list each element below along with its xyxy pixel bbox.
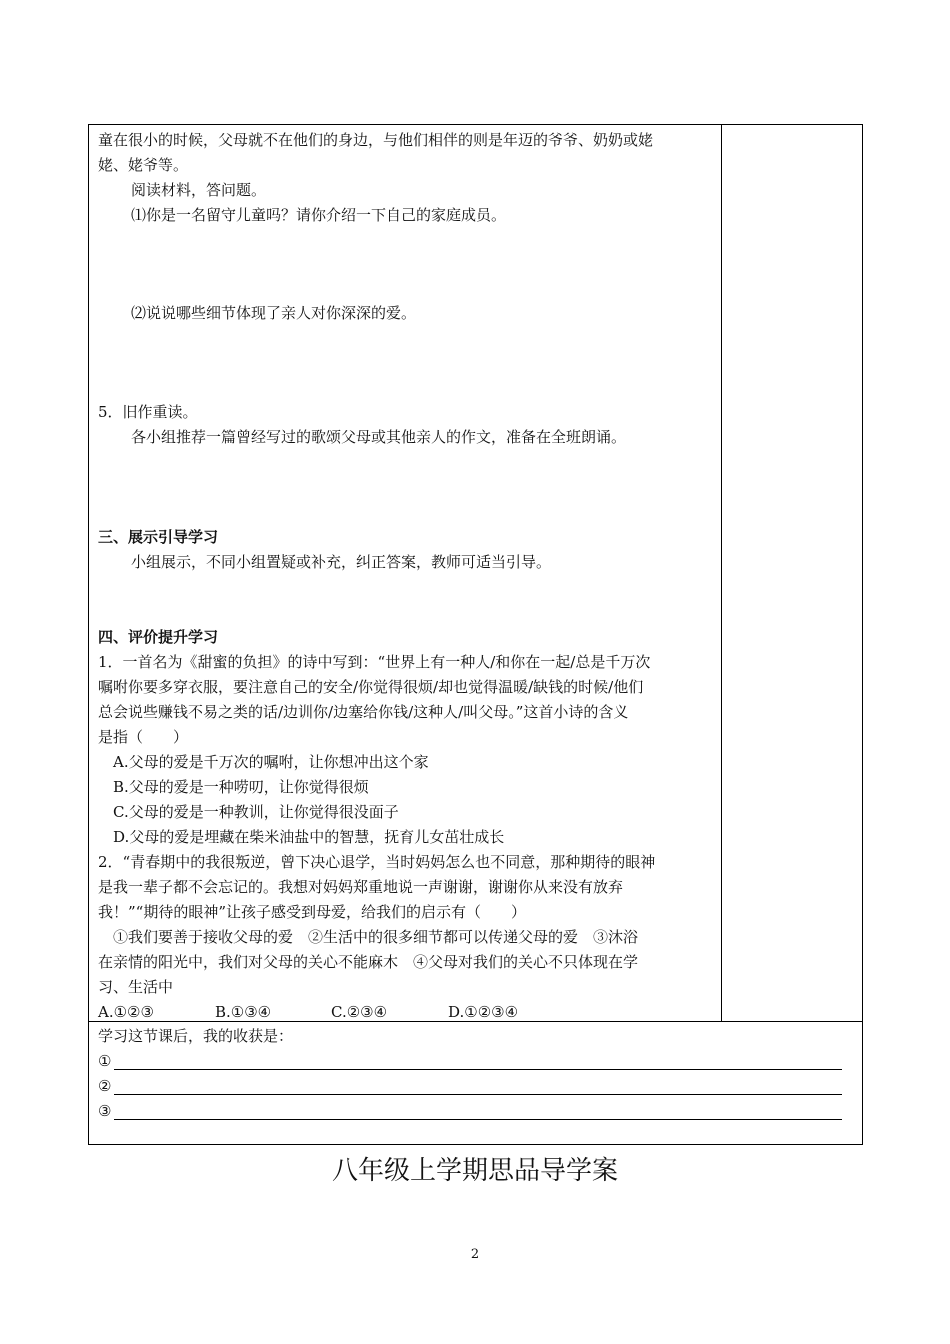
exercise-1-option-c: C.父母的爱是一种教训，让你觉得很没面子 bbox=[113, 803, 399, 821]
question-2: ⑵说说哪些细节体现了亲人对你深深的爱。 bbox=[131, 304, 417, 322]
exercise-1-option-d: D.父母的爱是埋藏在柴米油盐中的智慧，抚育儿女茁壮成长 bbox=[113, 828, 505, 846]
exercise-2-statements-2: 在亲情的阳光中，我们对父母的关心不能麻木 ④父母对我们的关心不只体现在学 bbox=[98, 953, 639, 971]
exercise-1-option-a: A.父母的爱是千万次的嘱咐，让你想冲出这个家 bbox=[113, 753, 429, 771]
harvest-answer-line-3[interactable] bbox=[114, 1119, 842, 1120]
exercise-1-line-1: 1．一首名为《甜蜜的负担》的诗中写到：“世界上有一种人/和你在一起/总是千万次 bbox=[98, 653, 651, 671]
page-number: 2 bbox=[470, 1247, 480, 1262]
exercise-2-line-3: 我！”“期待的眼神”让孩子感受到母爱，给我们的启示有（ ） bbox=[98, 903, 527, 921]
row-divider bbox=[89, 1021, 862, 1022]
read-prompt: 阅读材料，答问题。 bbox=[131, 181, 267, 199]
exercise-2-option-d: D.①②③④ bbox=[448, 1003, 519, 1021]
exercise-2-line-1: 2．“青春期中的我很叛逆，曾下决心退学，当时妈妈怎么也不同意，那种期待的眼神 bbox=[98, 853, 656, 871]
exercise-1-option-b: B.父母的爱是一种唠叨，让你觉得很烦 bbox=[113, 778, 369, 796]
exercise-2-line-2: 是我一辈子都不会忘记的。我想对妈妈郑重地说一声谢谢，谢谢你从来没有放弃 bbox=[98, 878, 624, 896]
exercise-2-statements-3: 习、生活中 bbox=[98, 978, 174, 996]
exercise-2-statements-1: ①我们要善于接收父母的爱 ②生活中的很多细节都可以传递父母的爱 ③沐浴 bbox=[113, 928, 639, 946]
harvest-answer-line-1[interactable] bbox=[114, 1069, 842, 1070]
intro-line-2: 姥、姥爷等。 bbox=[98, 156, 189, 174]
document-title: 八年级上学期思品导学案 bbox=[331, 1156, 618, 1186]
intro-line-1: 童在很小的时候，父母就不在他们的身边，与他们相伴的则是年迈的爷爷、奶奶或姥 bbox=[98, 131, 654, 149]
question-1: ⑴你是一名留守儿童吗？请你介绍一下自己的家庭成员。 bbox=[131, 206, 507, 224]
exercise-2-option-c: C.②③④ bbox=[331, 1003, 388, 1021]
item-5-text: 各小组推荐一篇曾经写过的歌颂父母或其他亲人的作文，准备在全班朗诵。 bbox=[131, 428, 627, 446]
exercise-2-option-b: B.①③④ bbox=[215, 1003, 272, 1021]
harvest-number-1: ① bbox=[98, 1052, 112, 1070]
content-cell bbox=[89, 125, 722, 1021]
harvest-title: 学习这节课后，我的收获是： bbox=[98, 1027, 294, 1045]
exercise-2-option-a: A.①②③ bbox=[98, 1003, 154, 1021]
section-3-heading: 三、展示引导学习 bbox=[98, 528, 219, 546]
harvest-answer-line-2[interactable] bbox=[114, 1094, 842, 1095]
exercise-1-line-2: 嘱咐你要多穿衣服，要注意自己的安全/你觉得很烦/却也觉得温暖/缺钱的时候/他们 bbox=[98, 678, 644, 696]
harvest-number-2: ② bbox=[98, 1077, 112, 1095]
section-3-text: 小组展示，不同小组置疑或补充，纠正答案，教师可适当引导。 bbox=[131, 553, 552, 571]
section-4-heading: 四、评价提升学习 bbox=[98, 628, 219, 646]
notes-cell[interactable] bbox=[722, 125, 862, 1021]
exercise-1-line-4: 是指（ ） bbox=[98, 728, 189, 746]
exercise-1-line-3: 总会说些赚钱不易之类的话/边训你/边塞给你钱/这种人/叫父母。”这首小诗的含义 bbox=[98, 703, 629, 721]
harvest-number-3: ③ bbox=[98, 1102, 112, 1120]
study-guide-table bbox=[88, 124, 863, 1145]
item-5-title: 5．旧作重读。 bbox=[98, 403, 198, 421]
